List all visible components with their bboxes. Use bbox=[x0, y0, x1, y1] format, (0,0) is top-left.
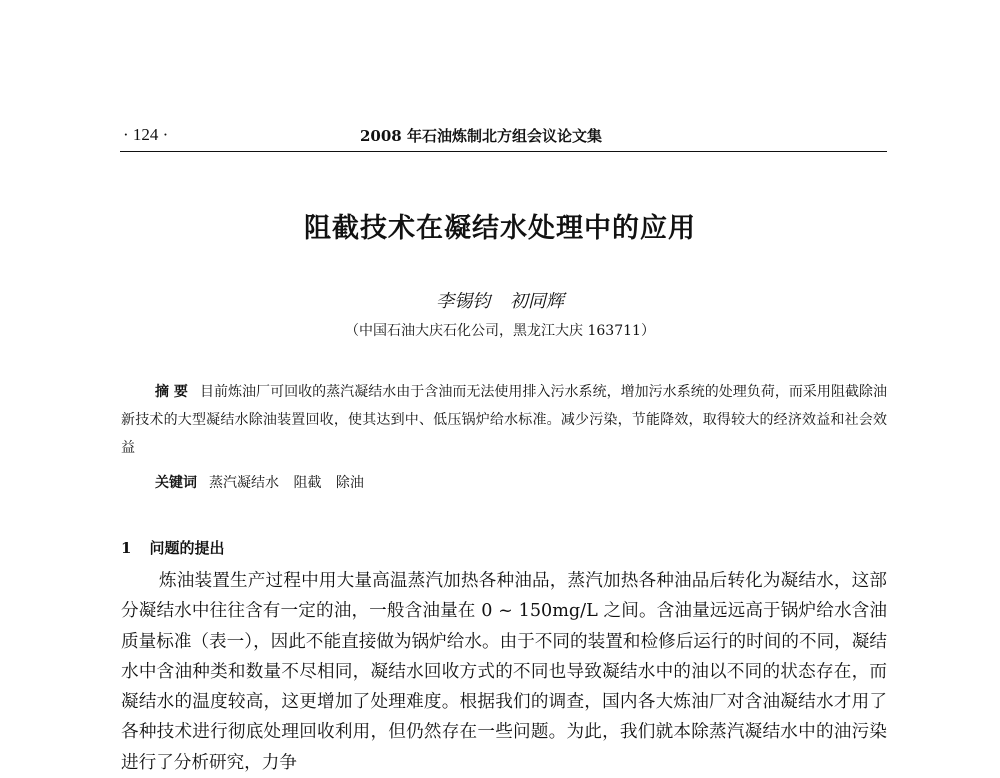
article-title: 阻截技术在凝结水处理中的应用 bbox=[304, 213, 696, 244]
section-number: 1 bbox=[121, 539, 132, 557]
running-header: 2008 年石油炼制北方组会议论文集 bbox=[360, 127, 602, 145]
body-paragraph: 炼油装置生产过程中用大量高温蒸汽加热各种油品，蒸汽加热各种油品后转化为凝结水，这部分凝结水中往往含有一定的油，一般含油量在 0 ~ 150mg/L 之间。含油量远远高于锅炉给水含油质量标准（表一），因此不能直接做为锅炉给水。由于不同的装置和检修后运行的时间的不同，凝结水中含油种类和数量不尽相同，凝结水回收方式的不同也导致凝结水中的油以不同的状态存在，而凝结水的温度较高，这更增加了处理难度。根据我们的调查，国内各大炼油厂对含油凝结水才用了各种技术进行彻底处理回收利用，但仍然存在一些问题。为此，我们就本除蒸汽凝结水中的油污染进行了分析研究，力争 bbox=[121, 571, 887, 773]
keywords bbox=[155, 472, 364, 492]
section-title: 问题的提出 bbox=[149, 539, 225, 557]
keywords-label: 关键词 bbox=[155, 475, 197, 491]
page-number: · 124 · bbox=[123, 125, 169, 144]
keywords-text: 蒸汽凝结水 阻截 除油 bbox=[209, 475, 364, 491]
abstract bbox=[121, 378, 887, 462]
section-heading bbox=[121, 537, 224, 558]
authors: 李锡钧 初同辉 bbox=[436, 291, 564, 312]
abstract-text: 目前炼油厂可回收的蒸汽凝结水由于含油而无法使用排入污水系统，增加污水系统的处理负荷，而采用阻截除油新技术的大型凝结水除油装置回收，使其达到中、低压锅炉给水标准。减少污染，节能降效，取得较大的经济效益和社会效益 bbox=[121, 384, 888, 456]
abstract-label: 摘 要 bbox=[155, 384, 188, 400]
affiliation: （中国石油大庆石化公司，黑龙江大庆 163711） bbox=[345, 323, 655, 339]
header-divider bbox=[120, 151, 887, 152]
